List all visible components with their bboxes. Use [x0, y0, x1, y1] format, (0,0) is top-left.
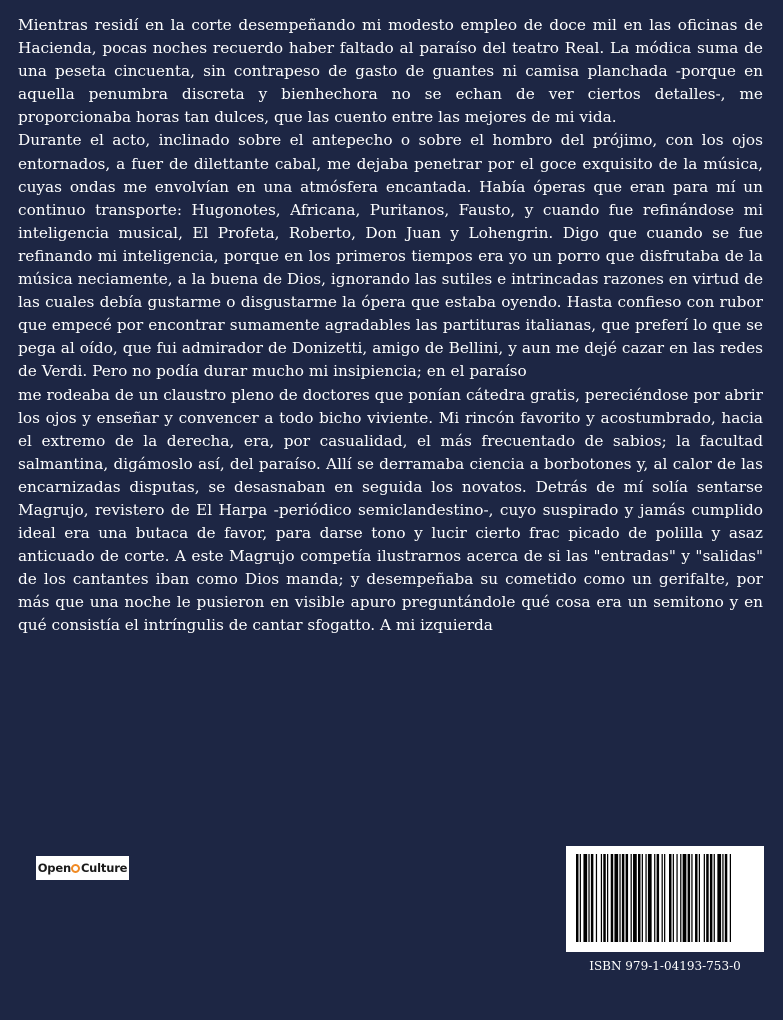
paragraph-1: Mientras residí en la corte desempeñando mi modesto empleo de doce mil en las oficinas de Hacienda, pocas noches recuerdo haber faltado al paraíso del teatro Real. La módica suma de una peseta cincuenta, sin contrapeso de gasto de guantes ni camisa planchada -porque en aquella penumbra discreta y bienhechora no se echan de ver ciertos detalles-, me proporcionaba horas tan dulces, que las cuento entre las mejores de mi vida. [18, 16, 763, 127]
barcode [566, 846, 764, 952]
barcode-icon [566, 846, 764, 952]
logo-text-culture: Culture [80, 861, 128, 875]
isbn-label: ISBN 979-1-04193-753-0 [589, 959, 741, 973]
open-culture-logo [36, 856, 129, 880]
open-culture-logo-icon [71, 864, 80, 873]
paragraph-3: me rodeaba de un claustro pleno de doctores que ponían cátedra gratis, pereciéndose por abrir los ojos y enseñar y convencer a todo bicho viviente. Mi rincón favorito y acostumbrado, hacia el extremo de la derecha, era, por casualidad, el más frecuentado de sabios; la facultad salmantina, digámoslo así, del paraíso. Allí se derramaba ciencia a borbotones y, al calor de las encarnizadas disputas, se desasnaban en seguida los novatos. Detrás de mí solía sentarse Magrujo, revistero de El Harpa -periódico semiclandestino-, cuyo suspirado y jamás cumplido ideal era una butaca de favor, para darse tono y lucir cierto frac picado de polilla y asaz anticuado de corte. A este Magrujo competía ilustrarnos acerca de si las "entradas" y "salidas" de los cantantes iban como Dios manda; y desempeñaba su cometido como un gerifalte, por más que una noche le pusieron en visible apuro preguntándole qué cosa era un semitono y en qué consistía el intríngulis de cantar sfogatto. A mi izquierda [18, 385, 763, 635]
paragraph-2: Durante el acto, inclinado sobre el antepecho o sobre el hombro del prójimo, con los ojos entornados, a fuer de dilettante cabal, me dejaba penetrar por el goce exquisito de la música, cuyas ondas me envolvían en una atmósfera encantada. Había óperas que eran para mí un continuo transporte: Hugonotes, Africana, Puritanos, Fausto, y cuando fue refinándose mi inteligencia musical, El Profeta, Roberto, Don Juan y Lohengrin. Digo que cuando se fue refinando mi inteligencia, porque en los primeros tiempos era yo un porro que disfrutaba de la música neciamente, a la buena de Dios, ignorando las sutiles e intrincadas razones en virtud de las cuales debía gustarme o disgustarme la ópera que estaba oyendo. Hasta confieso con rubor que empecé por encontrar sumamente agradables las partituras italianas, que preferí lo que se pega al oído, que fui admirador de Donizetti, amigo de Bellini, y aun me dejé cazar en las redes de Verdi. Pero no podía durar mucho mi insipiencia; en el paraíso [18, 131, 763, 381]
logo-text-open: Open [37, 861, 71, 875]
synopsis-text [18, 14, 763, 638]
